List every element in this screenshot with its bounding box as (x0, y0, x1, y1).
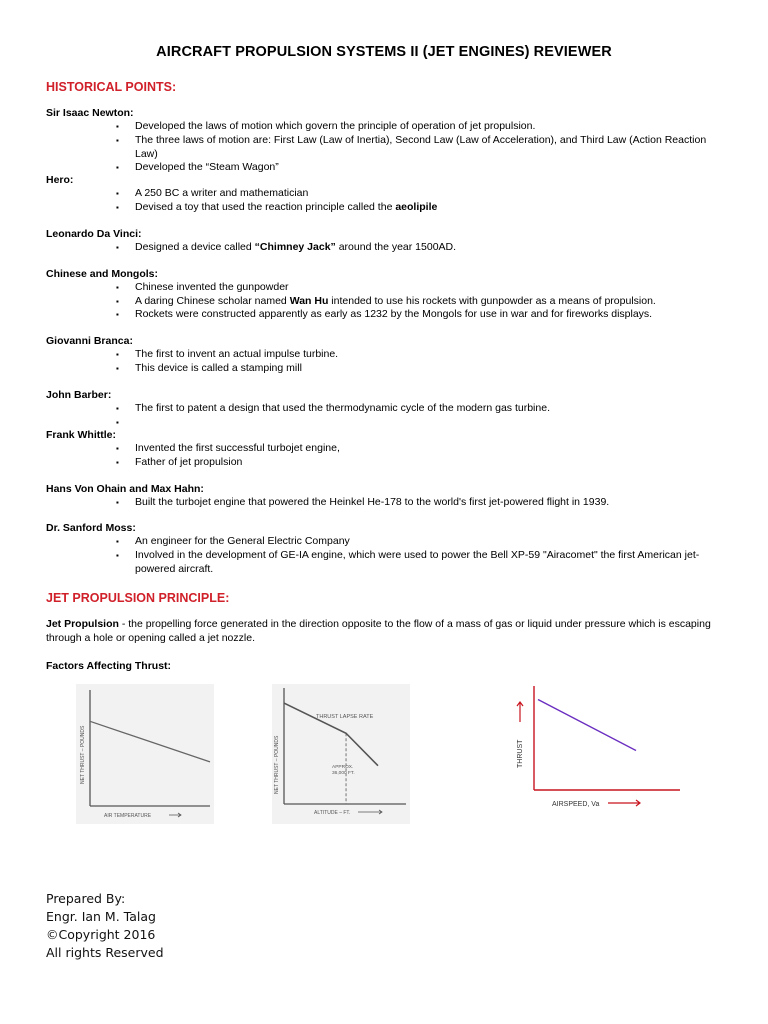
person-name: Sir Isaac Newton: (46, 107, 134, 119)
chart3-xlabel: AIRSPEED, Va (552, 801, 600, 808)
rights: All rights Reserved (46, 945, 164, 960)
bullet-text: A 250 BC a writer and mathematician (135, 187, 309, 199)
bullet-icon: ▪ (116, 350, 119, 359)
bullet-text: Involved in the development of GE-IA engine, which were used to power the Bell XP-59 "Airacomet" the first American jet-powered aircraft. (135, 549, 700, 575)
chart1-ylabel: NET THRUST – POUNDS (80, 725, 86, 784)
bullet-item (116, 442, 726, 456)
bullet-icon: ▪ (116, 203, 119, 212)
jet-heading: JET PROPULSION PRINCIPLE: (46, 591, 230, 605)
bullet-text: Built the turbojet engine that powered the Heinkel He-178 to the world's first jet-powered flight in 1939. (135, 496, 610, 508)
bullet-item (116, 120, 726, 134)
bullet-item (116, 187, 726, 201)
bullet-text: Devised a toy that used the reaction principle called the aeolipile (135, 201, 438, 213)
bullet-icon: ▪ (116, 136, 119, 145)
page-title: AIRCRAFT PROPULSION SYSTEMS II (JET ENGINES) REVIEWER (156, 44, 612, 60)
person-name: Chinese and Mongols: (46, 268, 159, 280)
chart1-xlabel: AIR TEMPERATURE (104, 813, 152, 819)
bullet-text: The three laws of motion are: First Law (Law of Inertia), Second Law (Law of Acceleration), and Third Law (Action Reaction Law) (135, 134, 707, 160)
bullet-item (116, 496, 726, 510)
prepared-by (46, 890, 164, 962)
historical-heading: HISTORICAL POINTS: (46, 80, 177, 94)
chart-altitude (272, 684, 410, 824)
bullet-item (116, 402, 726, 416)
chart2-annotation-line1: APPROX. (332, 765, 354, 770)
copyright: ©Copyright 2016 (46, 927, 156, 942)
bullet-item (116, 241, 726, 255)
chart2-ylabel: NET THRUST – POUNDS (274, 735, 280, 794)
prepared-by-label: Prepared By: (46, 891, 126, 906)
chart1-background (76, 684, 214, 824)
bullet-item (116, 362, 726, 376)
bullet-icon: ▪ (116, 297, 119, 306)
chart2-background (272, 684, 410, 824)
person-name: Leonardo Da Vinci: (46, 228, 142, 240)
bullet-item (116, 535, 726, 549)
bullet-icon: ▪ (116, 189, 119, 198)
jet-definition-text: - the propelling force generated in the direction opposite to the flow of a mass of gas or liquid under pressure which is escaping through a hole or opening called a jet nozzle. (46, 618, 711, 644)
bullet-icon: ▪ (116, 551, 119, 560)
person-name: Hero: (46, 174, 74, 186)
factors-heading: Factors Affecting Thrust: (46, 660, 172, 672)
chart-air-temperature (76, 684, 214, 824)
bullet-text: An engineer for the General Electric Company (135, 535, 350, 547)
bullet-text: Developed the “Steam Wagon” (135, 161, 279, 173)
bullet-icon: ▪ (116, 364, 119, 373)
person-name: John Barber: (46, 389, 112, 401)
person-name: Dr. Sanford Moss: (46, 522, 136, 534)
bullet-icon: ▪ (116, 498, 119, 507)
bullet-item (116, 295, 726, 309)
bullet-item (116, 281, 726, 295)
chart2-annotation-line2: 36,000 FT. (332, 771, 355, 776)
bullet-icon: ▪ (116, 537, 119, 546)
bullet-icon: ▪ (116, 444, 119, 453)
chart3-x-arrow-icon (608, 800, 640, 806)
chart3-y-arrow-icon (517, 702, 523, 722)
bullet-text: Designed a device called “Chimney Jack” around the year 1500AD. (135, 241, 457, 253)
bullet-icon: ▪ (116, 163, 119, 172)
bullet-text: Invented the first successful turbojet engine, (135, 442, 340, 454)
bullet-icon: ▪ (116, 404, 119, 413)
bullet-icon: ▪ (116, 310, 119, 319)
bullet-item (116, 308, 726, 322)
bullet-text: The first to patent a design that used the thermodynamic cycle of the modern gas turbine. (135, 402, 550, 414)
emphasis: “Chimney Jack” (254, 241, 336, 253)
jet-definition (46, 617, 726, 645)
emphasis: aeolipile (395, 201, 438, 213)
bullet-item (116, 456, 726, 470)
bullet-text: Chinese invented the gunpowder (135, 281, 289, 293)
bullet-icon: ▪ (116, 122, 119, 131)
bullet-icon: ▪ (116, 283, 119, 292)
bullet-item (116, 134, 726, 161)
author-name: Engr. Ian M. Talag (46, 909, 156, 924)
bullet-text: Rockets were constructed apparently as early as 1232 by the Mongols for use in war and for fireworks displays. (135, 308, 653, 320)
person-name: Hans Von Ohain and Max Hahn: (46, 483, 204, 495)
bullet-item (116, 161, 726, 175)
bullet-text: This device is called a stamping mill (135, 362, 302, 374)
jet-term: Jet Propulsion (46, 618, 119, 630)
person-name: Frank Whittle: (46, 429, 116, 441)
bullet-text: Developed the laws of motion which govern the principle of operation of jet propulsion. (135, 120, 536, 132)
bullet-icon: ▪ (116, 243, 119, 252)
bullet-item (116, 549, 726, 576)
chart3-series-line (538, 700, 636, 751)
chart3-ylabel: THRUST (517, 739, 524, 768)
person-name: Giovanni Branca: (46, 335, 133, 347)
bullet-icon: ▪ (116, 458, 119, 467)
bullet-item (116, 348, 726, 362)
bullet-text: The first to invent an actual impulse turbine. (135, 348, 339, 360)
bullet-icon: ▪ (116, 418, 119, 427)
bullet-text: Father of jet propulsion (135, 456, 243, 468)
bullet-item (116, 201, 726, 215)
emphasis: Wan Hu (289, 295, 329, 307)
chart-airspeed (500, 680, 690, 810)
chart2-title: THRUST LAPSE RATE (316, 714, 374, 720)
bullet-text: A daring Chinese scholar named Wan Hu intended to use his rockets with gunpowder as a means of propulsion. (135, 295, 656, 307)
chart2-xlabel: ALTITUDE – FT. (314, 810, 351, 816)
